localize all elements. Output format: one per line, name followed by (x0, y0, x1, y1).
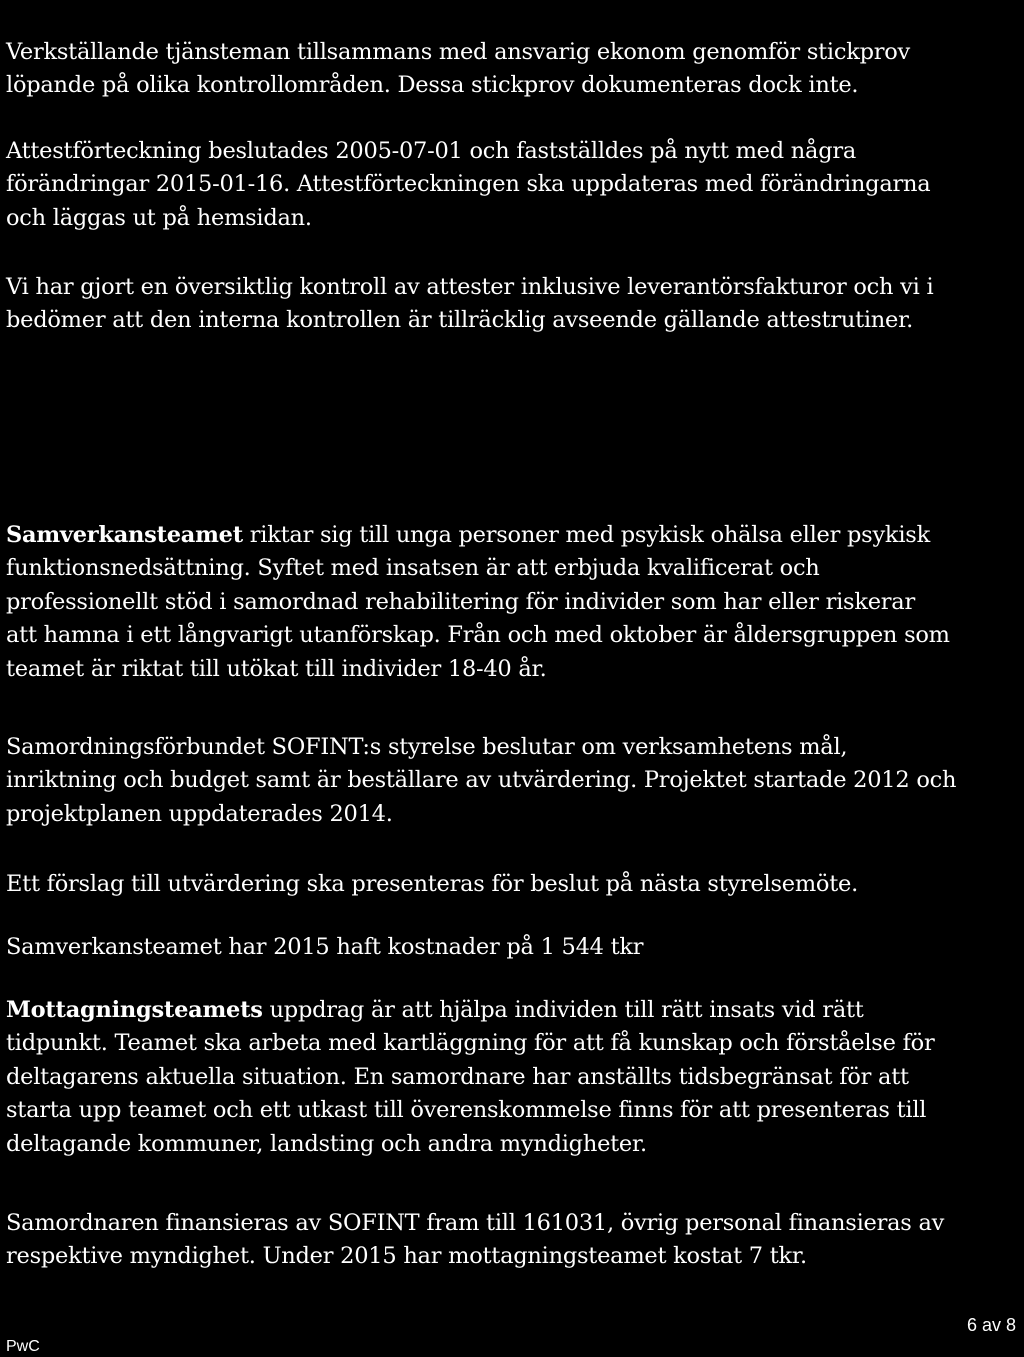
paragraph-text: Vi har gjort en översiktlig kontroll av attester inklusive leverantörsfakturor och vi i bedömer att den interna kontrollen är tillräcklig avseende gällande attestrutiner. (6, 273, 934, 333)
paragraph-mottagningsteamet (6, 960, 1022, 1161)
paragraph-styrelse (6, 697, 1022, 831)
paragraph-text: Verkställande tjänsteman tillsammans med ansvarig ekonom genomför stickprov löpande på olika kontrollområden. Dessa stickprov dokumenteras dock inte. (6, 38, 911, 98)
page-number: 6 av 8 (966, 1315, 1016, 1335)
paragraph-attestkontroll (6, 237, 1022, 338)
paragraph-kostnader (6, 897, 1022, 964)
paragraph-text: Samordningsförbundet SOFINT:s styrelse beslutar om verksamhetens mål, inriktning och budget samt är beställare av utvärdering. Projektet startade 2012 och projektplanen uppdaterades 2014. (6, 733, 957, 827)
paragraph-samverkansteamet (6, 485, 1022, 686)
paragraph-text: Samordnaren finansieras av SOFINT fram till 161031, övrig personal finansieras av respektive myndighet. Under 2015 har mottagningsteamet kostat 7 tkr. (6, 1209, 945, 1269)
paragraph-stickprov (6, 2, 1022, 103)
footer-brand: PwC (6, 1338, 40, 1355)
paragraph-utvardering (6, 834, 1022, 901)
paragraph-text: uppdrag är att hjälpa individen till rätt insats vid rätt tidpunkt. Teamet ska arbeta med kartläggning för att få kunskap och förståelse för deltagarens aktuella situation. En samordnare har anställts tidsbegränsat för att starta upp teamet och ett utkast till överenskommelse finns för att presenteras till deltagande kommuner, landsting och andra myndigheter. (6, 996, 935, 1157)
paragraph-lead-term: Samverkansteamet (6, 521, 243, 548)
paragraph-lead-term: Mottagningsteamets (6, 996, 263, 1023)
paragraph-text: Ett förslag till utvärdering ska presenteras för beslut på nästa styrelsemöte. (6, 870, 858, 897)
paragraph-finansiering (6, 1173, 1022, 1274)
paragraph-attestforteckning (6, 101, 1022, 235)
paragraph-text: Samverkansteamet har 2015 haft kostnader på 1 544 tkr (6, 933, 644, 960)
paragraph-text: Attestförteckning beslutades 2005-07-01 och fastställdes på nytt med några förändringar 2015-01-16. Attestförteckningen ska uppdateras med förändringarna och läggas ut på hemsidan. (6, 137, 931, 231)
paragraph-text: riktar sig till unga personer med psykisk ohälsa eller psykisk funktionsnedsättning. Syftet med insatsen är att erbjuda kvalificerat och professionellt stöd i samordnad rehabilitering för individer som har eller riskerar att hamna i ett långvarigt utanförskap. Från och med oktober är åldersgruppen som teamet är riktat till utökat till individer 18-40 år. (6, 521, 950, 682)
